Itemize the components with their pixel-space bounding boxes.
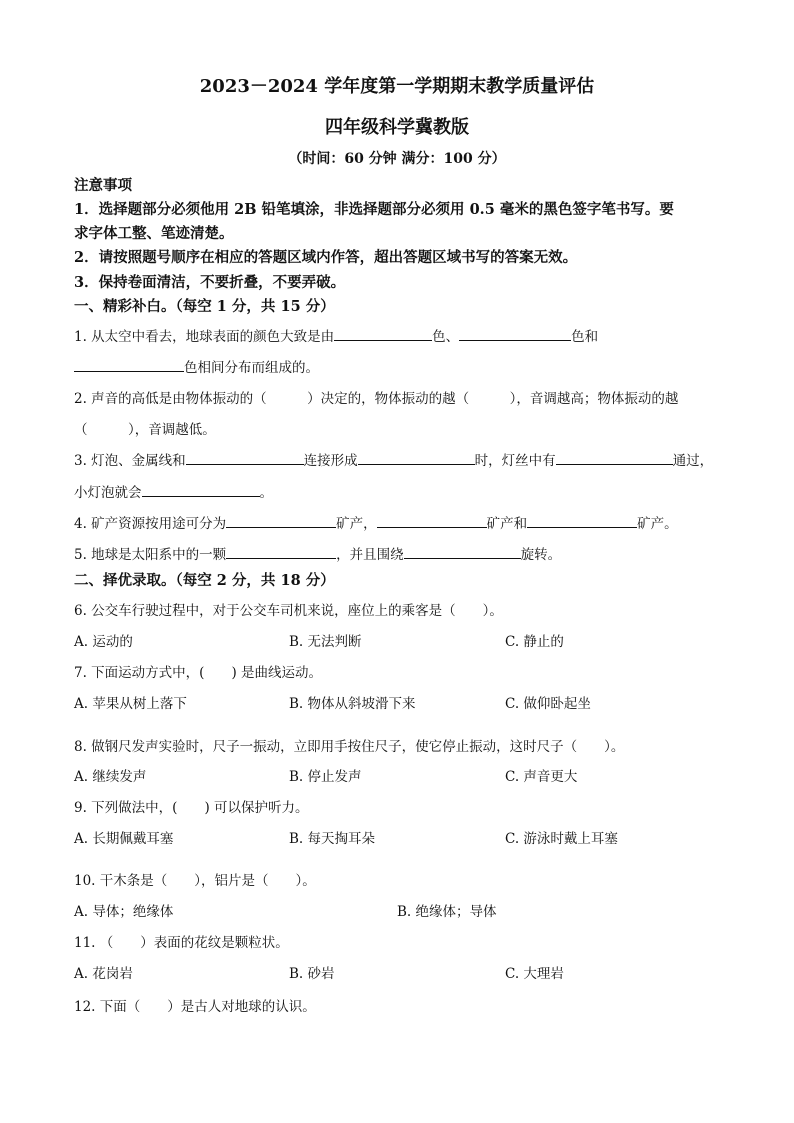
blank[interactable] (226, 513, 336, 528)
q8-option-c[interactable]: C. 声音更大 (505, 769, 578, 785)
q7-option-c[interactable]: C. 做仰卧起坐 (505, 696, 591, 712)
q11-option-a[interactable]: A. 花岗岩 (74, 966, 133, 982)
question-2-cont: （ ），音调越低。 (74, 422, 216, 438)
q9-option-c[interactable]: C. 游泳时戴上耳塞 (505, 831, 618, 847)
section2-heading: 二、择优录取。（每空 2 分，共 18 分） (74, 572, 335, 589)
question-6: 6. 公交车行驶过程中，对于公交车司机来说，座位上的乘客是（ ）。 (74, 603, 503, 619)
question-4: 4. 矿产资源按用途可分为 矿产， 矿产和 矿产。 (74, 512, 678, 532)
note-line-3: 2．请按照题号顺序在相应的答题区域内作答，超出答题区域书写的答案无效。 (74, 249, 578, 266)
blank[interactable] (186, 450, 304, 465)
question-1-cont: 色相间分布而组成的。 (74, 356, 319, 376)
blank[interactable] (334, 326, 432, 341)
q11-option-c[interactable]: C. 大理岩 (505, 966, 564, 982)
question-5: 5. 地球是太阳系中的一颗 ，并且围绕 旋转。 (74, 543, 561, 563)
time-info: （时间：60 分钟 满分：100 分） (288, 151, 506, 167)
q8-option-a[interactable]: A. 继续发声 (74, 769, 147, 785)
q6-option-c[interactable]: C. 静止的 (505, 634, 564, 650)
blank[interactable] (527, 513, 637, 528)
blank[interactable] (377, 513, 487, 528)
question-1: 1. 从太空中看去，地球表面的颜色大致是由 色、 色和 (74, 325, 598, 345)
blank[interactable] (226, 544, 336, 559)
blank[interactable] (74, 357, 184, 372)
question-3-cont: 小灯泡就会 。 (74, 481, 273, 501)
question-12: 12. 下面（ ）是古人对地球的认识。 (74, 999, 316, 1015)
question-11: 11. （ ）表面的花纹是颗粒状。 (74, 935, 289, 951)
note-line-2: 求字体工整、笔迹清楚。 (74, 225, 234, 242)
blank[interactable] (142, 482, 260, 497)
q9-option-a[interactable]: A. 长期佩戴耳塞 (74, 831, 174, 847)
blank[interactable] (404, 544, 521, 559)
q10-option-b[interactable]: B. 绝缘体；导体 (397, 904, 497, 920)
q7-option-a[interactable]: A. 苹果从树上落下 (74, 696, 187, 712)
q10-option-a[interactable]: A. 导体；绝缘体 (74, 904, 174, 920)
blank[interactable] (358, 450, 475, 465)
q6-option-a[interactable]: A. 运动的 (74, 634, 133, 650)
blank[interactable] (556, 450, 673, 465)
blank[interactable] (459, 326, 571, 341)
note-line-4: 3．保持卷面清洁，不要折叠，不要弄破。 (74, 274, 346, 291)
notes-heading: 注意事项 (74, 177, 132, 194)
question-7: 7. 下面运动方式中，( ) 是曲线运动。 (74, 665, 322, 681)
question-10: 10. 干木条是（ ），铝片是（ ）。 (74, 873, 316, 889)
page-subtitle: 四年级科学冀教版 (325, 117, 469, 138)
q11-option-b[interactable]: B. 砂岩 (289, 966, 335, 982)
q6-option-b[interactable]: B. 无法判断 (289, 634, 362, 650)
section1-heading: 一、精彩补白。（每空 1 分，共 15 分） (74, 298, 335, 315)
question-3: 3. 灯泡、金属线和 连接形成 时，灯丝中有 通过， (74, 449, 713, 469)
q7-option-b[interactable]: B. 物体从斜坡滑下来 (289, 696, 416, 712)
question-9: 9. 下列做法中，( ) 可以保护听力。 (74, 800, 309, 816)
q9-option-b[interactable]: B. 每天掏耳朵 (289, 831, 376, 847)
question-2: 2. 声音的高低是由物体振动的（ ）决定的，物体振动的越（ ），音调越高；物体振动的越 (74, 391, 679, 407)
q8-option-b[interactable]: B. 停止发声 (289, 769, 362, 785)
note-line-1: 1．选择题部分必须他用 2B 铅笔填涂，非选择题部分必须用 0.5 毫米的黑色签字笔书写。要 (74, 201, 674, 218)
question-8: 8. 做钢尺发声实验时，尺子一振动，立即用手按住尺子，使它停止振动，这时尺子（ ）。 (74, 739, 625, 755)
page-title: 2023－2024 学年度第一学期期末教学质量评估 (199, 76, 595, 97)
